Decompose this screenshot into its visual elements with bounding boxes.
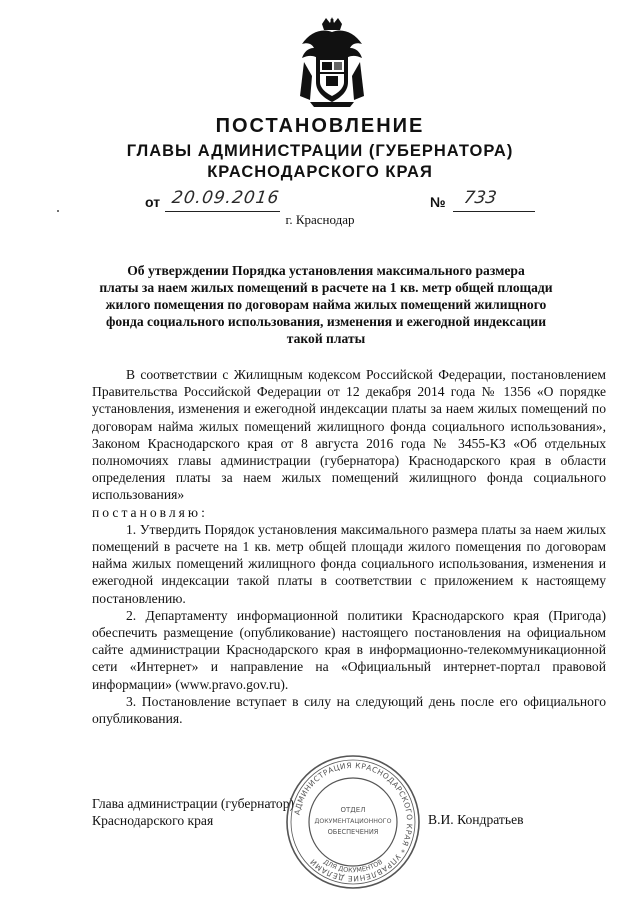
handwritten-date: 20.09.2016 — [170, 188, 281, 208]
document-type-title: ПОСТАНОВЛЕНИЕ — [215, 115, 425, 137]
authority-line-1: ГЛАВЫ АДМИНИСТРАЦИИ (ГУБЕРНАТОРА) — [126, 142, 514, 160]
city-line: г. Краснодар — [285, 212, 355, 227]
item-3-paragraph: 3. Постановление вступает в силу на следующий день после его официального опубликования. — [92, 693, 606, 727]
position-line-2: Краснодарского края — [92, 813, 214, 828]
item-2-paragraph: 2. Департаменту информационной политики Краснодарского края (Пригода) обеспечить размещение (опубликование) настоящего постановления на официальном сайте администрации Краснодарского края в информационно-телекоммуникационной сети «Интернет» и направление на «Официальный интернет-портал правовой информации» (www.pravo.gov.ru). — [92, 607, 606, 692]
signatory-name: В.И. Кондратьев — [428, 812, 524, 827]
number-prefix: № — [430, 194, 446, 210]
subject-line: платы за наем жилых помещений в расчете на 1 кв. метр общей площади — [99, 280, 553, 295]
document-subject — [70, 262, 582, 347]
subject-line: такой платы — [286, 331, 366, 346]
stamp-bottom-text: ДЛЯ ДОКУМЕНТОВ — [321, 857, 385, 875]
document-body — [92, 366, 606, 727]
preamble-paragraph: В соответствии с Жилищным кодексом Российской Федерации, постановлением Правительства Российской Федерации от 12 декабря 2014 года № 1356 «О порядке установления, изменения и ежегодной индексации платы за наем жилых помещений по договорам найма жилых помещений жилищного фонда социального использования», Законом Краснодарского края от 8 августа 2016 года № 3455-КЗ «Об отдельных полномочиях главы администрации (губернатора) Краснодарского края в области определения платы за наем жилых помещений жилищного фонда социального использования» — [92, 367, 606, 503]
stamp-center-line-2: ДОКУМЕНТАЦИОННОГО — [314, 818, 392, 825]
handwritten-number: 733 — [462, 188, 498, 208]
stamp-center-line-3: ОБЕСПЕЧЕНИЯ — [327, 828, 379, 836]
item-1-paragraph: 1. Утвердить Порядок установления максимального размера платы за наем жилых помещений в расчете на 1 кв. метр общей площади жилого помещения по договорам найма жилых помещений жилищного фонда социального использования, изменения и ежегодной индексации такой платы в соответствии с приложением к настоящему постановлению. — [92, 521, 606, 606]
signatory-position — [92, 795, 294, 829]
authority-line-2: КРАСНОДАРСКОГО КРАЯ — [207, 163, 433, 181]
coat-of-arms-icon — [292, 16, 372, 108]
position-line-1: Глава администрации (губернатор) — [92, 796, 295, 811]
decree-word: постановляю: — [92, 504, 208, 520]
subject-line: фонда социального использования, изменения и ежегодной индексации — [105, 314, 547, 329]
official-stamp-icon — [283, 752, 423, 892]
stamp-center-line-1: ОТДЕЛ — [340, 806, 366, 814]
subject-line: жилого помещения по договорам найма жилых помещений жилищного — [105, 297, 547, 312]
date-prefix: от — [145, 194, 161, 210]
subject-line: Об утверждении Порядка установления максимального размера — [127, 263, 525, 278]
stamp-ring-text: АДМИНИСТРАЦИЯ КРАСНОДАРСКОГО КРАЯ * УПРАВЛЕНИЕ ДЕЛАМИ — [292, 760, 415, 884]
